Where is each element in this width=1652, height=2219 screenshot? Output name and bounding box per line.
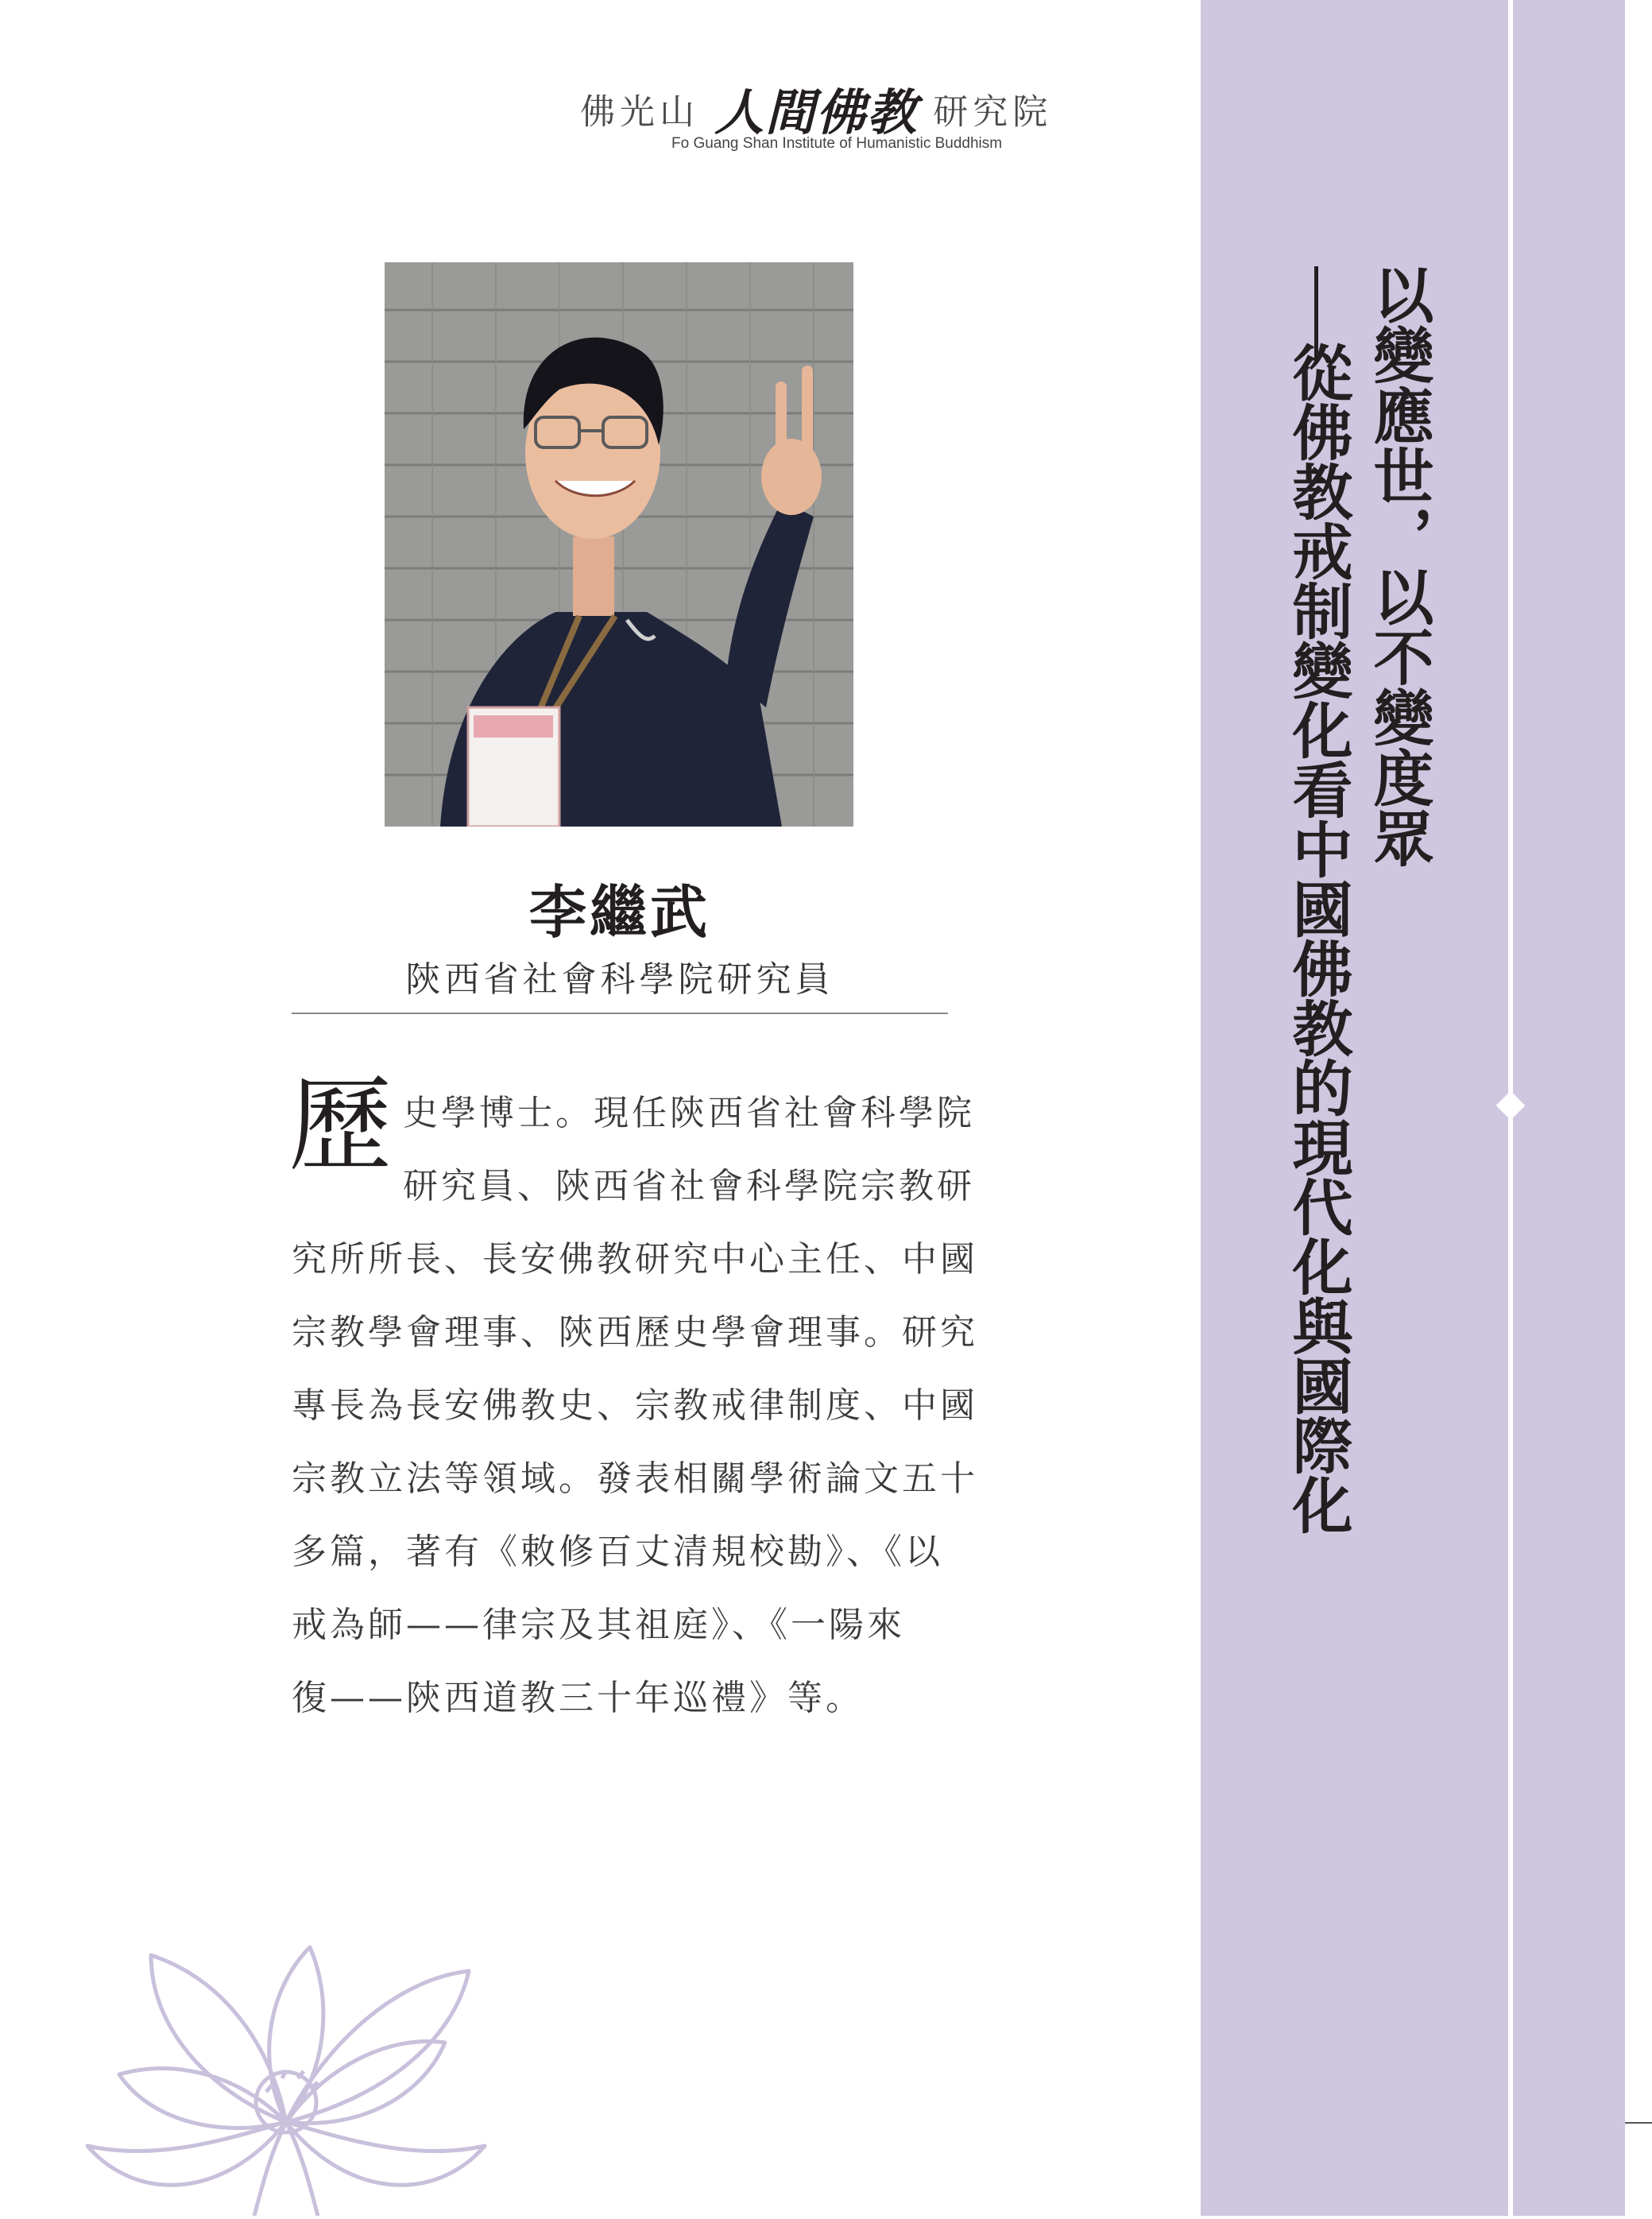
author-affiliation: 陝西省社會科學院研究員 (405, 959, 834, 1000)
bio-line: 研究員、陝西省社會科學院宗教研 (403, 1166, 975, 1206)
bio-line: 宗教立法等領域。發表相關學術論文五十 (292, 1458, 978, 1499)
org-prefix: 佛光山 (580, 91, 699, 133)
author-name: 李繼武 (528, 878, 710, 946)
bio-line: 宗教學會理事、陝西歷史學會理事。研究 (292, 1312, 978, 1353)
org-suffix: 研究院 (933, 91, 1053, 133)
author-bio (288, 1065, 978, 1735)
lotus-icon (72, 1884, 501, 2216)
org-script-logo: 人間佛教 (714, 83, 919, 141)
bio-line: 多篇，著有《敕修百丈清規校勘》、《以 (292, 1532, 943, 1572)
article-subtitle: 從佛教戒制變化看中國佛教的現代化與國際化 (1283, 342, 1353, 1534)
lotus-flower-decoration (72, 1884, 501, 2216)
bio-dropcap: 歷 (288, 1065, 393, 1186)
bio-line: 專長為長安佛教史、宗教戒律制度、中國 (292, 1385, 978, 1426)
page-right-margin (1625, 0, 1652, 2216)
article-title: 以變應世，以不變度眾 (1364, 264, 1434, 868)
institute-logo-row (580, 73, 1052, 144)
author-portrait-illustration (385, 262, 853, 827)
bio-line: 史學博士。現任陝西省社會科學院 (403, 1093, 975, 1133)
page-edge-tick (1625, 2122, 1652, 2124)
author-photo (385, 262, 853, 827)
name-divider (292, 1013, 948, 1014)
bio-line: 戒為師——律宗及其祖庭》、《一陽來 (292, 1605, 905, 1645)
bio-line: 復——陝西道教三十年巡禮》等。 (292, 1678, 864, 1718)
org-english-name: Fo Guang Shan Institute of Humanistic Buddhism (671, 135, 1003, 152)
bio-line: 究所所長、長安佛教研究中心主任、中國 (292, 1239, 978, 1280)
institute-header (548, 73, 1073, 153)
